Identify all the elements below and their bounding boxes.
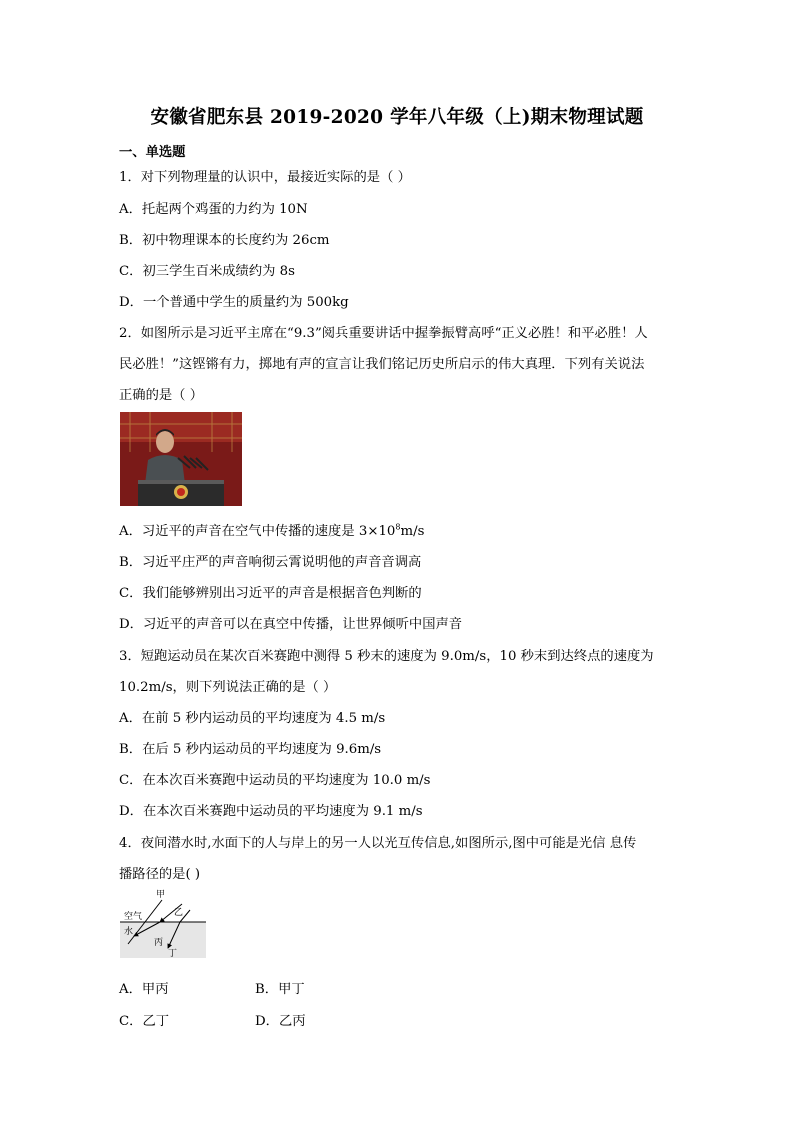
question-2-stem-line-3: 正确的是（ ） bbox=[119, 388, 204, 403]
question-1-option-d: D．一个普通中学生的质量约为 500kg bbox=[119, 295, 349, 310]
question-4-option-c: C．乙丁 bbox=[119, 1014, 170, 1029]
label-air: 空气 bbox=[124, 912, 143, 922]
label-ding: 丁 bbox=[168, 949, 178, 958]
question-4-option-a: A．甲丙 bbox=[119, 982, 169, 997]
label-bing: 丙 bbox=[154, 938, 164, 948]
question-3-option-b: B．在后 5 秒内运动员的平均速度为 9.6m/s bbox=[119, 742, 382, 757]
page-title: 安徽省肥东县 2019-2020 学年八年级（上)期末物理试题 bbox=[150, 107, 644, 128]
question-4-stem-line-2: 播路径的是( ) bbox=[119, 867, 201, 882]
label-jia: 甲 bbox=[156, 890, 166, 900]
question-1-option-a: A．托起两个鸡蛋的力约为 10N bbox=[119, 202, 308, 217]
question-1-option-b: B．初中物理课本的长度约为 26cm bbox=[119, 233, 330, 248]
question-4-option-b: B．甲丁 bbox=[255, 982, 305, 997]
question-3-stem-line-1: 3．短跑运动员在某次百米赛跑中测得 5 秒末的速度为 9.0m/s，10 秒末到达终点的速度为 bbox=[119, 649, 654, 664]
question-3-option-a: A．在前 5 秒内运动员的平均速度为 4.5 m/s bbox=[119, 711, 386, 726]
label-water: 水 bbox=[124, 927, 134, 937]
question-2-stem-line-1: 2．如图所示是习近平主席在“9.3”阅兵重要讲话中握拳振臂高呼“正义必胜！和平必胜！人 bbox=[119, 326, 648, 341]
question-4-stem-line-1: 4．夜间潜水时,水面下的人与岸上的另一人以光互传信息,如图所示,图中可能是光信 息传 bbox=[119, 836, 637, 851]
speech-photo bbox=[120, 412, 242, 506]
question-2-option-d: D．习近平的声音可以在真空中传播，让世界倾听中国声音 bbox=[119, 617, 463, 632]
question-4-option-d: D．乙丙 bbox=[255, 1014, 306, 1029]
question-2-option-a: A．习近平的声音在空气中传播的速度是 $3\times 10^8m/s$ bbox=[119, 522, 425, 539]
light-path-diagram bbox=[120, 888, 206, 958]
question-3-option-d: D．在本次百米赛跑中运动员的平均速度为 9.1 m/s bbox=[119, 804, 423, 819]
question-3-stem-line-2: 10.2m/s，则下列说法正确的是（ ） bbox=[119, 680, 337, 695]
question-3-option-c: C．在本次百米赛跑中运动员的平均速度为 10.0 m/s bbox=[119, 773, 431, 788]
section-heading: 一、单选题 bbox=[119, 145, 186, 160]
question-2-option-b: B．习近平庄严的声音响彻云霄说明他的声音音调高 bbox=[119, 555, 422, 570]
label-yi: 乙 bbox=[174, 908, 184, 918]
question-2-option-c: C．我们能够辨别出习近平的声音是根据音色判断的 bbox=[119, 586, 422, 601]
question-2-stem-line-2: 民必胜！”这铿锵有力，掷地有声的宣言让我们铭记历史所启示的伟大真理．下列有关说法 bbox=[119, 357, 645, 372]
question-1-option-c: C．初三学生百米成绩约为 8s bbox=[119, 264, 295, 279]
question-1-stem: 1．对下列物理量的认识中，最接近实际的是（ ） bbox=[119, 170, 411, 185]
